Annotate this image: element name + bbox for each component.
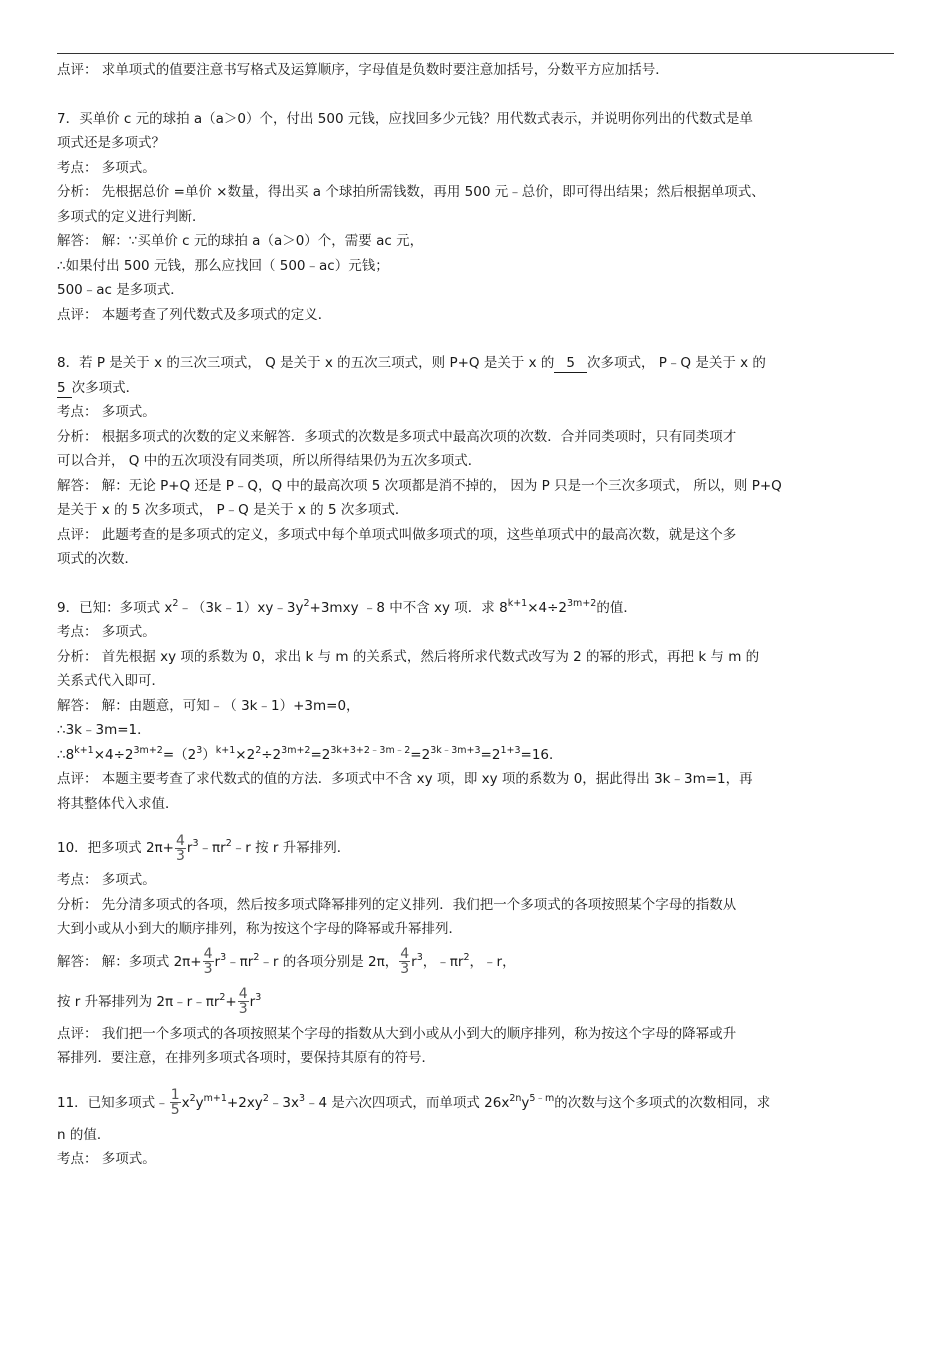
question-11-text <box>57 1083 893 1123</box>
fraction <box>175 834 186 863</box>
header-rule <box>57 53 894 54</box>
fraction <box>170 1088 181 1117</box>
math-part: =（2 <box>162 746 197 763</box>
exponent: 2 <box>463 951 470 963</box>
question-8-solution-2: 是关于 x 的 5 次多项式， P﹣Q 是关于 x 的 5 次多项式． <box>57 502 409 518</box>
question-9-solution-3 <box>57 743 893 768</box>
question-7-review: 点评： 本题考查了列代数式及多项式的定义． <box>57 306 332 323</box>
q9-part: ﹣（3k﹣1）xy﹣3y <box>178 599 304 616</box>
question-10-solution-1 <box>57 942 893 982</box>
fraction-denominator: 3 <box>203 961 213 977</box>
fraction-denominator: 3 <box>176 847 185 864</box>
question-9 <box>57 596 893 817</box>
exponent: 2 <box>225 838 232 849</box>
exponent: 2n <box>509 1092 522 1104</box>
question-7 <box>57 107 893 328</box>
question-8-text-2 <box>57 376 893 401</box>
q11-part: ﹣4 是六次四项式，而单项式 26x <box>305 1094 510 1111</box>
question-10-review-2: 幂排列．要注意，在排列多项式各项时，要保持其原有的符号． <box>57 1050 435 1066</box>
question-7-analysis-2: 多项式的定义进行判断． <box>57 208 206 225</box>
q11-part: y <box>521 1094 530 1111</box>
q10-part: 10．把多项式 2π+ <box>57 840 174 856</box>
math-part: =2 <box>410 746 431 763</box>
exponent: m+1 <box>203 1092 227 1104</box>
q10-part: r <box>411 953 417 970</box>
fraction-numerator: 1 <box>170 1087 180 1103</box>
question-11-text-2: n 的值． <box>57 1126 111 1143</box>
question-9-topic: 考点： 多项式。 <box>57 624 156 640</box>
review-6: 点评： 求单项式的值要注意书写格式及运算顺序，字母值是负数时要注意加括号，分数平方应加括号． <box>57 62 669 78</box>
exponent: 3 <box>298 1092 305 1104</box>
math-part: ×4÷2 <box>93 746 134 763</box>
question-10-topic: 考点： 多项式。 <box>57 872 156 888</box>
question-9-analysis-1: 分析： 首先根据 xy 项的系数为 0，求出 k 与 m 的关系式，然后将所求代数式改写为 2 的幂的形式，再把 k 与 m 的 <box>57 648 760 665</box>
question-9-text <box>57 596 893 621</box>
q9-part: +3mxy ﹣8 中不含 xy 项．求 8 <box>309 599 508 616</box>
exponent: 3m+2 <box>567 597 597 609</box>
exponent: 2 <box>255 744 262 756</box>
exponent: 2 <box>172 597 179 609</box>
q10-part: r <box>249 993 256 1010</box>
q10-part: + <box>225 993 237 1010</box>
math-part: =16． <box>520 746 563 763</box>
question-9-solution-2: ∴3k﹣3m=1． <box>57 722 151 738</box>
q11-part: y <box>195 1094 204 1111</box>
exponent: 2 <box>189 1092 196 1104</box>
math-part: ∴8 <box>57 746 75 763</box>
math-part: ÷2 <box>261 746 282 763</box>
fraction-numerator: 4 <box>203 946 213 962</box>
fraction-numerator: 4 <box>176 832 185 849</box>
question-9-solution-1: 解答： 解：由题意，可知﹣（ 3k﹣1）+3m=0， <box>57 697 360 714</box>
question-8-solution-1: 解答： 解：无论 P+Q 还是 P﹣Q，Q 中的最高次项 5 次项都是消不掉的， 因为 P 只是一个三次多项式， 所以，则 P+Q <box>57 477 782 494</box>
q10-part: 按 r 升幂排列为 2π﹣r﹣πr <box>57 993 220 1010</box>
q10-part: ﹣r 的各项分别是 2π， <box>259 953 399 970</box>
question-7-text-1: 7．买单价 c 元的球拍 a（a＞0）个，付出 500 元钱，应找回多少元钱？用代数式表示，并说明你列出的代数式是单 <box>57 110 753 127</box>
exponent: 3 <box>192 838 199 849</box>
question-7-solution-3: 500﹣ac 是多项式． <box>57 282 184 298</box>
question-7-topic: 考点： 多项式。 <box>57 159 156 176</box>
exponent: 3 <box>196 744 203 756</box>
question-10-review-1: 点评： 我们把一个多项式的各项按照某个字母的指数从大到小或从小到大的顺序排列，称为按这个字母的降幂或升 <box>57 1025 737 1042</box>
q10-part: 解答： 解：多项式 2π+ <box>57 953 202 970</box>
question-8-text-1b: 次多项式， P﹣Q 是关于 x 的 <box>587 355 766 371</box>
question-10-solution-2 <box>57 982 893 1022</box>
question-8-review-2: 项式的次数． <box>57 551 138 567</box>
question-9-analysis-2: 关系式代入即可． <box>57 673 165 689</box>
q10-part: r <box>186 840 193 856</box>
math-part: =2 <box>310 746 331 763</box>
exponent: k+1 <box>507 597 528 609</box>
exponent: 5﹣m <box>529 1092 555 1104</box>
q11-part: +2xy <box>226 1094 263 1111</box>
q10-part: ﹣πr <box>198 840 226 856</box>
q11-part: ﹣3x <box>268 1094 299 1111</box>
question-9-review-1: 点评： 本题主要考查了求代数式的值的方法．多项式中不含 xy 项，即 xy 项的系数为 0，据此得出 3k﹣3m=1，再 <box>57 771 753 787</box>
exponent: k+1 <box>74 744 94 756</box>
exponent: 2 <box>253 951 260 963</box>
q11-part: 的次数与这个多项式的次数相同，求 <box>554 1094 771 1111</box>
fraction-denominator: 3 <box>400 961 410 977</box>
exponent: 2 <box>219 991 226 1003</box>
question-8-review-1: 点评： 此题考查的是多项式的定义，多项式中每个单项式叫做多项式的项，这些单项式中的最高次数，就是这个多 <box>57 526 737 543</box>
math-part: =2 <box>480 746 501 763</box>
question-9-review-2: 将其整体代入求值． <box>57 795 179 812</box>
math-part: ） <box>202 746 216 763</box>
fraction-denominator: 5 <box>170 1102 180 1118</box>
exponent: 3m+2 <box>281 744 311 756</box>
fraction-denominator: 3 <box>238 1001 248 1017</box>
q10-part: ，﹣r， <box>469 953 516 970</box>
q9-part: 的值． <box>596 599 637 616</box>
fraction-numerator: 4 <box>238 986 248 1002</box>
question-8-topic: 考点： 多项式。 <box>57 404 156 420</box>
question-8-analysis-2: 可以合并， Q 中的五次项没有同类项，所以所得结果仍为五次多项式． <box>57 453 482 469</box>
math-part: ×2 <box>235 746 256 763</box>
document-body <box>57 58 893 1172</box>
question-7-text-2: 项式还是多项式？ <box>57 135 165 151</box>
exponent: 1+3 <box>500 744 521 756</box>
exponent: 2 <box>303 597 310 609</box>
question-10-analysis-2: 大到小或从小到大的顺序排列，称为按这个字母的降幂或升幂排列． <box>57 921 462 937</box>
fraction <box>399 947 410 976</box>
question-10 <box>57 828 893 1071</box>
fraction-numerator: 4 <box>400 946 410 962</box>
q11-part: 11．已知多项式﹣ <box>57 1094 169 1111</box>
exponent: 2 <box>262 1092 269 1104</box>
question-8 <box>57 351 893 572</box>
exponent: k+1 <box>215 744 236 756</box>
answer-blank-1: 5 <box>554 354 587 373</box>
q10-part: r <box>214 953 221 970</box>
question-11 <box>57 1083 893 1172</box>
question-7-analysis-1: 分析： 先根据总价 =单价 ×数量，得出买 a 个球拍所需钱数，再用 500 元﹣总价，即可得出结果；然后根据单项式、 <box>57 184 765 200</box>
exponent: 3k+3+2﹣3m﹣2 <box>330 744 411 756</box>
q10-part: ，﹣πr <box>422 953 464 970</box>
question-8-text-2b: 次多项式． <box>71 379 140 396</box>
fraction <box>238 987 249 1016</box>
exponent: 3 <box>255 991 262 1003</box>
exponent: 3 <box>416 951 423 963</box>
q9-part: ×4÷2 <box>527 599 568 616</box>
question-10-analysis-1: 分析： 先分清多项式的各项，然后按多项式降幂排列的定义排列．我们把一个多项式的各项按照某个字母的指数从 <box>57 896 737 913</box>
exponent: 3k﹣3m+3 <box>430 744 481 756</box>
exponent: 3 <box>220 951 227 963</box>
q11-part: x <box>181 1094 190 1111</box>
q10-part: ﹣πr <box>226 953 254 970</box>
question-8-analysis-1: 分析： 根据多项式的次数的定义来解答．多项式的次数是多项式中最高次项的次数．合并同类项时，只有同类项才 <box>57 428 737 445</box>
question-8-text-1a: 8．若 P 是关于 x 的三次三项式， Q 是关于 x 的五次三项式，则 P+Q 是关于 x 的 <box>57 355 555 371</box>
q9-part: 9．已知：多项式 x <box>57 599 173 616</box>
question-8-text-1 <box>57 351 893 376</box>
exponent: 3m+2 <box>133 744 163 756</box>
question-7-solution-1: 解答： 解：∵买单价 c 元的球拍 a（a＞0）个，需要 ac 元， <box>57 233 424 249</box>
answer-blank-2: 5 <box>57 379 72 398</box>
q10-part: ﹣r 按 r 升幂排列． <box>231 840 351 856</box>
question-10-text <box>57 828 893 868</box>
question-11-topic: 考点： 多项式。 <box>57 1151 156 1167</box>
question-7-solution-2: ∴如果付出 500 元钱，那么应找回（ 500﹣ac）元钱； <box>57 257 389 274</box>
fraction <box>203 947 214 976</box>
